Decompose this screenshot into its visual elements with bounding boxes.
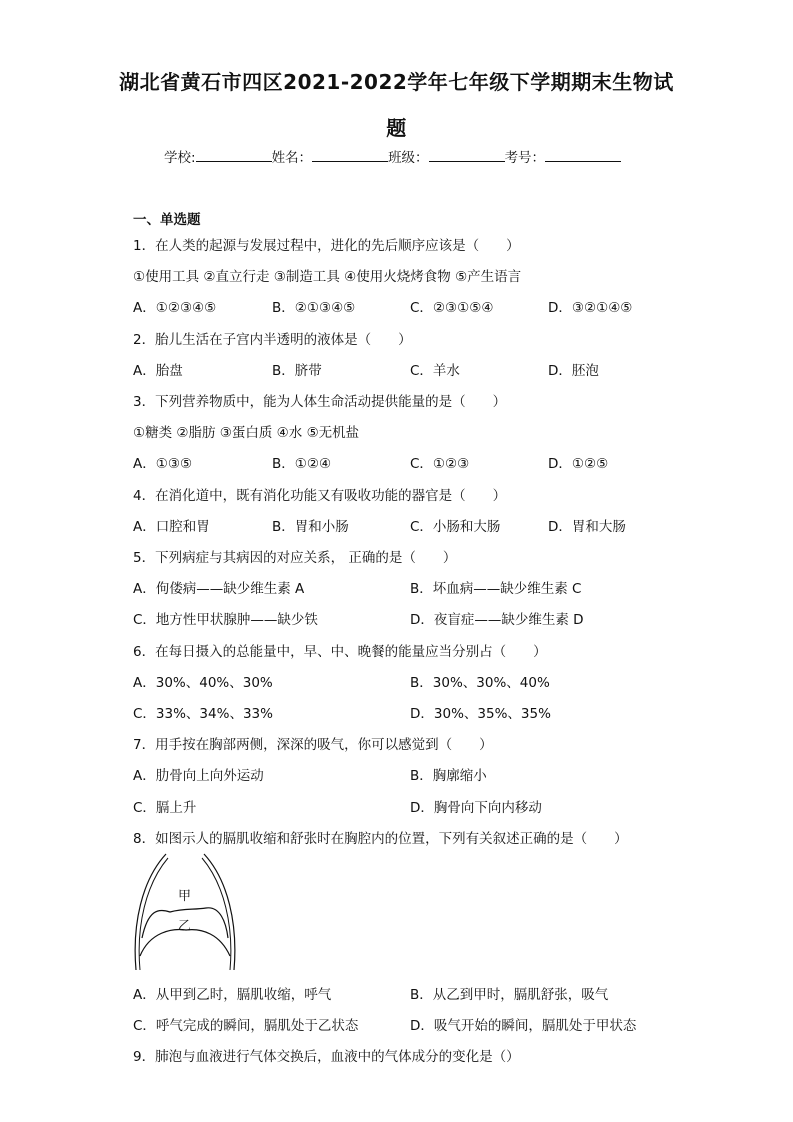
q9-stem: 9．肺泡与血液进行气体交换后，血液中的气体成分的变化是（） [133,1049,520,1065]
ribcage-left-inner [139,858,168,970]
q3-option-a: A．①③⑤ [133,456,193,472]
q5-option-a: A．佝偻病——缺少维生素 A [133,581,305,597]
q3-option-d: D．①②⑤ [548,456,609,472]
name-blank[interactable] [312,148,388,162]
q2-option-d: D．胚泡 [548,363,599,379]
q2-option-c: C．羊水 [410,363,460,379]
q3-option-b: B．①②④ [272,456,332,472]
q7-option-c: C．膈上升 [133,800,197,816]
q5-stem: 5．下列病症与其病因的对应关系， 正确的是（ ） [133,550,457,566]
exam-title-line1: 湖北省黄石市四区2021-2022学年七年级下学期期末生物试 [119,70,674,94]
class-label: 班级： [388,150,429,166]
q3-stem: 3．下列营养物质中，能为人体生命活动提供能量的是（ ） [133,394,507,410]
exam-no-label: 考号： [504,150,546,166]
student-info-row [164,146,621,166]
q1-option-c: C．②③①⑤④ [410,300,494,316]
diaphragm-diagram [128,852,240,974]
q8-stem: 8．如图示人的膈肌收缩和舒张时在胸腔内的位置，下列有关叙述正确的是（ ） [133,831,628,847]
q3-items: ①糖类 ②脂肪 ③蛋白质 ④水 ⑤无机盐 [133,425,360,441]
q6-option-d: D．30%、35%、35% [410,706,551,722]
q4-option-d: D．胃和大肠 [548,519,626,535]
q4-stem: 4．在消化道中，既有消化功能又有吸收功能的器官是（ ） [133,488,507,504]
q8-option-c: C．呼气完成的瞬间，膈肌处于乙状态 [133,1018,359,1034]
ribcage-left-outer [135,854,166,970]
exam-no-blank[interactable] [545,148,621,162]
school-blank[interactable] [196,148,272,162]
q7-option-d: D．胸骨向下向内移动 [410,800,542,816]
q8-option-b: B．从乙到甲时，膈肌舒张，吸气 [410,987,609,1003]
q5-option-d: D．夜盲症——缺少维生素 D [410,612,584,628]
ribcage-right-inner [202,858,231,970]
q2-option-b: B．脐带 [272,363,322,379]
name-label: 姓名： [271,150,313,166]
q6-option-c: C．33%、34%、33% [133,706,273,722]
school-label: 学校: [164,150,196,166]
q7-option-a: A．肋骨向上向外运动 [133,768,264,784]
q3-option-c: C．①②③ [410,456,470,472]
q1-option-d: D．③②①④⑤ [548,300,633,316]
q4-option-c: C．小肠和大肠 [410,519,501,535]
q2-stem: 2．胎儿生活在子宫内半透明的液体是（ ） [133,332,412,348]
q7-stem: 7．用手按在胸部两侧，深深的吸气，你可以感觉到（ ） [133,737,493,753]
q6-stem: 6．在每日摄入的总能量中，早、中、晚餐的能量应当分别占（ ） [133,644,547,660]
label-jia: 甲 [178,889,192,904]
q6-option-b: B．30%、30%、40% [410,675,550,691]
q7-option-b: B．胸廓缩小 [410,768,487,784]
q5-option-b: B．坏血病——缺少维生素 C [410,581,582,597]
q1-items: ①使用工具 ②直立行走 ③制造工具 ④使用火烧烤食物 ⑤产生语言 [133,269,522,285]
q8-option-a: A．从甲到乙时，膈肌收缩，呼气 [133,987,332,1003]
q1-stem: 1．在人类的起源与发展过程中，进化的先后顺序应该是（ ） [133,238,520,254]
q1-option-a: A．①②③④⑤ [133,300,217,316]
label-yi: 乙 [178,919,192,934]
q4-option-a: A．口腔和胃 [133,519,210,535]
q8-option-d: D．吸气开始的瞬间，膈肌处于甲状态 [410,1018,637,1034]
exam-title-line2: 题 [386,116,407,140]
ribcage-right-outer [204,854,235,970]
q4-option-b: B．胃和小肠 [272,519,349,535]
section-heading: 一、单选题 [133,212,201,228]
q5-option-c: C．地方性甲状腺肿——缺少铁 [133,612,318,628]
class-blank[interactable] [429,148,505,162]
q6-option-a: A．30%、40%、30% [133,675,273,691]
q1-option-b: B．②①③④⑤ [272,300,356,316]
q2-option-a: A．胎盘 [133,363,183,379]
